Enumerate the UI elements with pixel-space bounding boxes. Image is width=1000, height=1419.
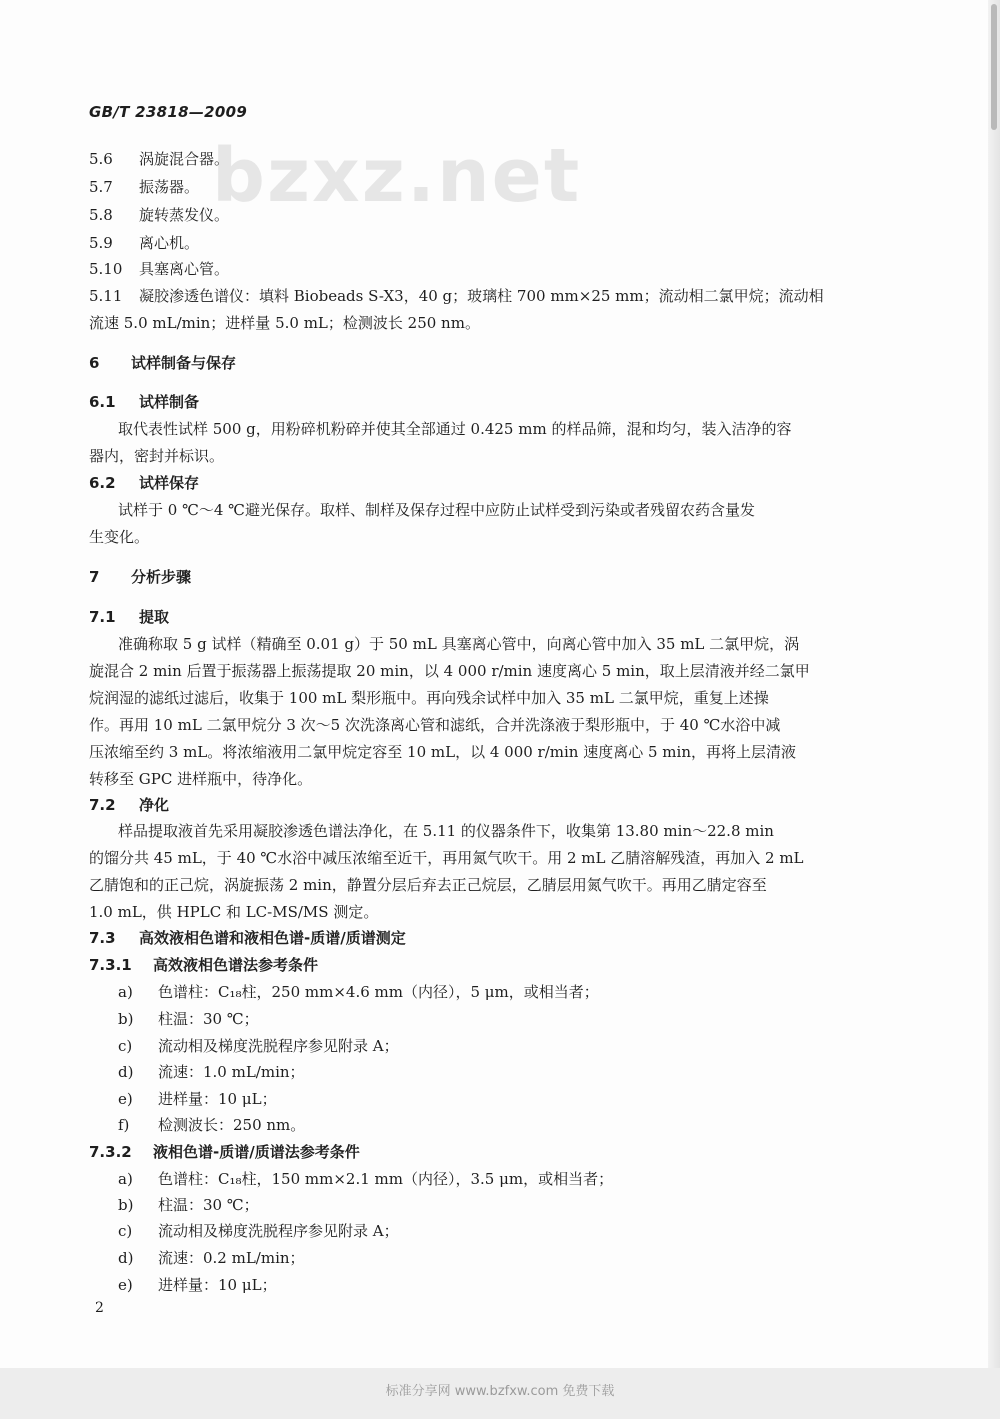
list-item: b) 柱温：30 ℃；	[118, 1196, 259, 1214]
page-number: 2	[95, 1300, 104, 1316]
paragraph-line: 作。再用 10 mL 二氯甲烷分 3 次～5 次洗涤离心管和滤纸，合并洗涤液于梨形瓶中，于 40 ℃水浴中减	[89, 716, 781, 734]
list-item: e) 进样量：10 μL；	[118, 1276, 277, 1294]
list-item: c) 流动相及梯度洗脱程序参见附录 A；	[118, 1222, 399, 1240]
section-6-1-heading: 6.1 试样制备	[89, 393, 200, 411]
clause-5-7: 5.7 振荡器。	[89, 178, 200, 196]
list-item: d) 流速：0.2 mL/min；	[118, 1249, 305, 1267]
list-item: b) 柱温：30 ℃；	[118, 1010, 259, 1028]
site-footer: 标准分享网 www.bzfxw.com 免费下载	[385, 1384, 615, 1399]
clause-5-11: 5.11 凝胶渗透色谱仪：填料 Biobeads S-X3，40 g；玻璃柱 700 mm×25 mm；流动相二氯甲烷；流动相	[89, 287, 824, 305]
paragraph-line: 压浓缩至约 3 mL。将浓缩液用二氯甲烷定容至 10 mL，以 4 000 r/min 速度离心 5 min，再将上层清液	[89, 743, 796, 761]
paragraph-line: 的馏分共 45 mL，于 40 ℃水浴中减压浓缩至近干，再用氮气吹干。用 2 mL 乙腈溶解残渣，再加入 2 mL	[89, 849, 804, 867]
paragraph-line: 取代表性试样 500 g，用粉碎机粉碎并使其全部通过 0.425 mm 的样品筛，混和均匀，装入洁净的容	[118, 420, 792, 438]
section-7-heading: 7 分析步骤	[89, 568, 192, 586]
section-7-3-1-heading: 7.3.1 高效液相色谱法参考条件	[89, 956, 319, 974]
clause-5-11-cont: 流速 5.0 mL/min；进样量 5.0 mL；检测波长 250 nm。	[89, 314, 480, 332]
section-7-3-2-heading: 7.3.2 液相色谱-质谱/质谱法参考条件	[89, 1143, 360, 1161]
section-6-heading: 6 试样制备与保存	[89, 354, 237, 372]
paragraph-line: 样品提取液首先采用凝胶渗透色谱法净化，在 5.11 的仪器条件下，收集第 13.80 min～22.8 min	[118, 822, 774, 840]
section-6-2-heading: 6.2 试样保存	[89, 474, 200, 492]
paragraph-line: 准确称取 5 g 试样（精确至 0.01 g）于 50 mL 具塞离心管中，向离心管中加入 35 mL 二氯甲烷，涡	[118, 635, 800, 653]
paragraph-line: 转移至 GPC 进样瓶中，待净化。	[89, 770, 313, 788]
list-item: f) 检测波长：250 nm。	[118, 1116, 306, 1134]
clause-5-9: 5.9 离心机。	[89, 234, 200, 252]
section-7-2-heading: 7.2 净化	[89, 796, 170, 814]
paragraph-line: 烷润湿的滤纸过滤后，收集于 100 mL 梨形瓶中。再向残余试样中加入 35 mL 二氯甲烷，重复上述操	[89, 689, 769, 707]
section-7-1-heading: 7.1 提取	[89, 608, 170, 626]
paragraph-line: 生变化。	[89, 528, 150, 546]
paragraph-line: 旋混合 2 min 后置于振荡器上振荡提取 20 min，以 4 000 r/min 速度离心 5 min，取上层清液并经二氯甲	[89, 662, 810, 680]
scrollbar-thumb[interactable]	[991, 4, 997, 130]
clause-5-6: 5.6 涡旋混合器。	[89, 150, 230, 168]
standard-code-header: GB/T 23818—2009	[89, 103, 248, 121]
paragraph-line: 1.0 mL，供 HPLC 和 LC-MS/MS 测定。	[89, 903, 379, 921]
scrollbar-track[interactable]	[988, 0, 1000, 1368]
clause-5-10: 5.10 具塞离心管。	[89, 260, 230, 278]
watermark: bzxz.net	[212, 133, 582, 219]
paragraph-line: 乙腈饱和的正己烷，涡旋振荡 2 min，静置分层后弃去正己烷层，乙腈层用氮气吹干。再用乙腈定容至	[89, 876, 767, 894]
clause-5-8: 5.8 旋转蒸发仪。	[89, 206, 230, 224]
list-item: a) 色谱柱：C₁₈柱，150 mm×2.1 mm（内径），3.5 μm，或相当者；	[118, 1170, 614, 1188]
paragraph-line: 试样于 0 ℃～4 ℃避光保存。取样、制样及保存过程中应防止试样受到污染或者残留农药含量发	[118, 501, 755, 519]
list-item: d) 流速：1.0 mL/min；	[118, 1063, 305, 1081]
list-item: a) 色谱柱：C₁₈柱，250 mm×4.6 mm（内径），5 μm，或相当者；	[118, 983, 599, 1001]
list-item: e) 进样量：10 μL；	[118, 1090, 277, 1108]
list-item: c) 流动相及梯度洗脱程序参见附录 A；	[118, 1037, 399, 1055]
paragraph-line: 器内，密封并标识。	[89, 447, 225, 465]
section-7-3-heading: 7.3 高效液相色谱和液相色谱-质谱/质谱测定	[89, 929, 406, 947]
